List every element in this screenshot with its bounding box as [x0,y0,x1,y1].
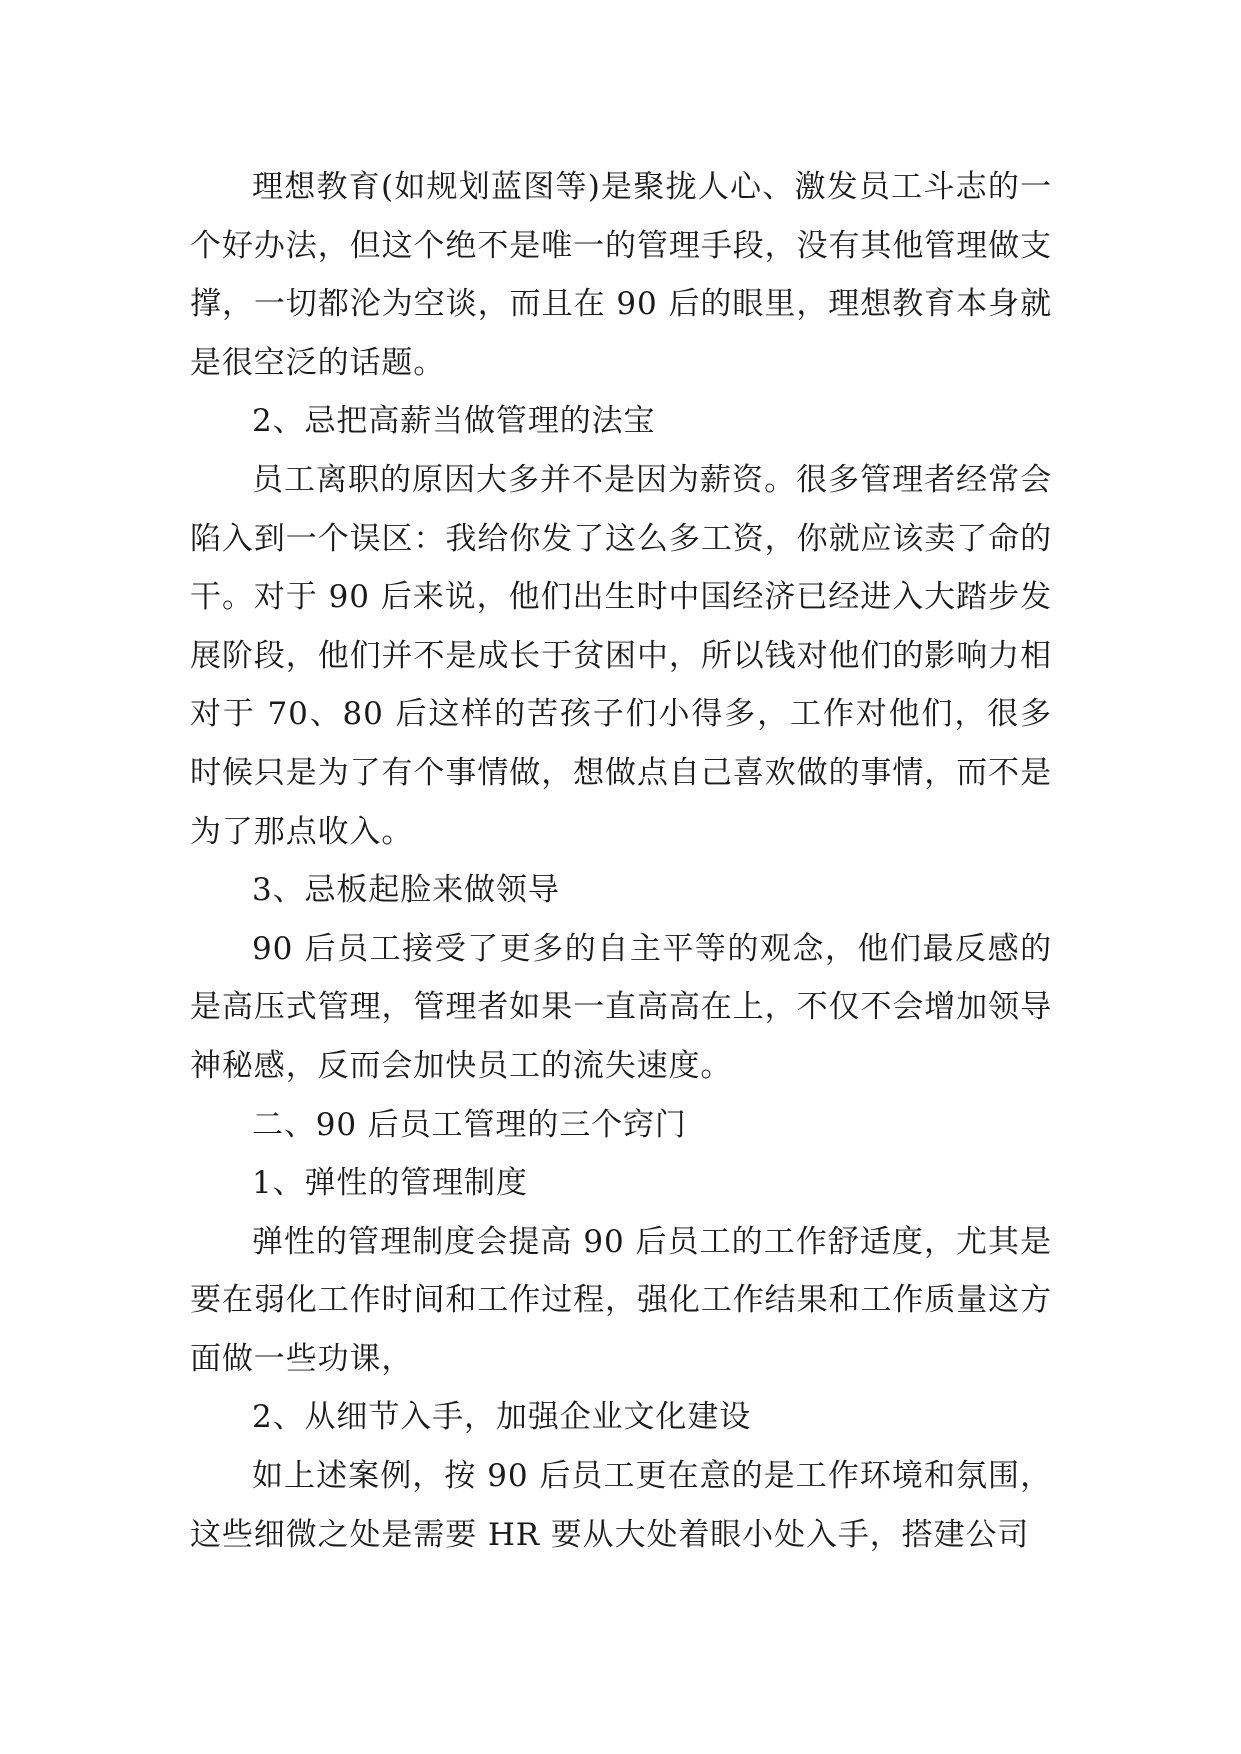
paragraph-ideal-education: 理想教育(如规划蓝图等)是聚拢人心、激发员工斗志的一个好办法，但这个绝不是唯一的管理手段，没有其他管理做支撑，一切都沦为空谈，而且在 90 后的眼里，理想教育本身就是很空泛的话题。 [190,169,1052,381]
paragraph-equality: 90 后员工接受了更多的自主平等的观念，他们最反感的是高压式管理，管理者如果一直高高在上，不仅不会增加领导神秘感，反而会加快员工的流失速度。 [190,930,1052,1084]
heading-avoid-stern-face: 3、忌板起脸来做领导 [252,872,560,909]
paragraph-flexible-system: 弹性的管理制度会提高 90 后员工的工作舒适度，尤其是要在弱化工作时间和工作过程，强化工作结果和工作质量这方面做一些功课， [190,1223,1052,1377]
paragraph-salary: 员工离职的原因大多并不是因为薪资。很多管理者经常会陷入到一个误区：我给你发了这么多工资，你就应该卖了命的干。对于 90 后来说，他们出生时中国经济已经进入大踏步发展阶段，他们并不是成长于贫困中，所以钱对他们的影响力相对于 70、80 后这样的苦孩子们小得多，工作对他们，很多时候只是为了有个事情做，想做点自己喜欢做的事情，而不是为了那点收入。 [190,461,1052,850]
heading-corporate-culture: 2、从细节入手，加强企业文化建设 [252,1399,752,1436]
paragraph-corporate-culture: 如上述案例，按 90 后员工更在意的是工作环境和氛围，这些细微之处是需要 HR 要从大处着眼小处入手，搭建公司 [190,1458,1052,1553]
section-heading-three-tips: 二、90 后员工管理的三个窍门 [252,1106,687,1143]
document-body [190,158,1052,1564]
heading-flexible-system: 1、弹性的管理制度 [252,1165,528,1202]
heading-avoid-high-salary: 2、忌把高薪当做管理的法宝 [252,403,656,440]
